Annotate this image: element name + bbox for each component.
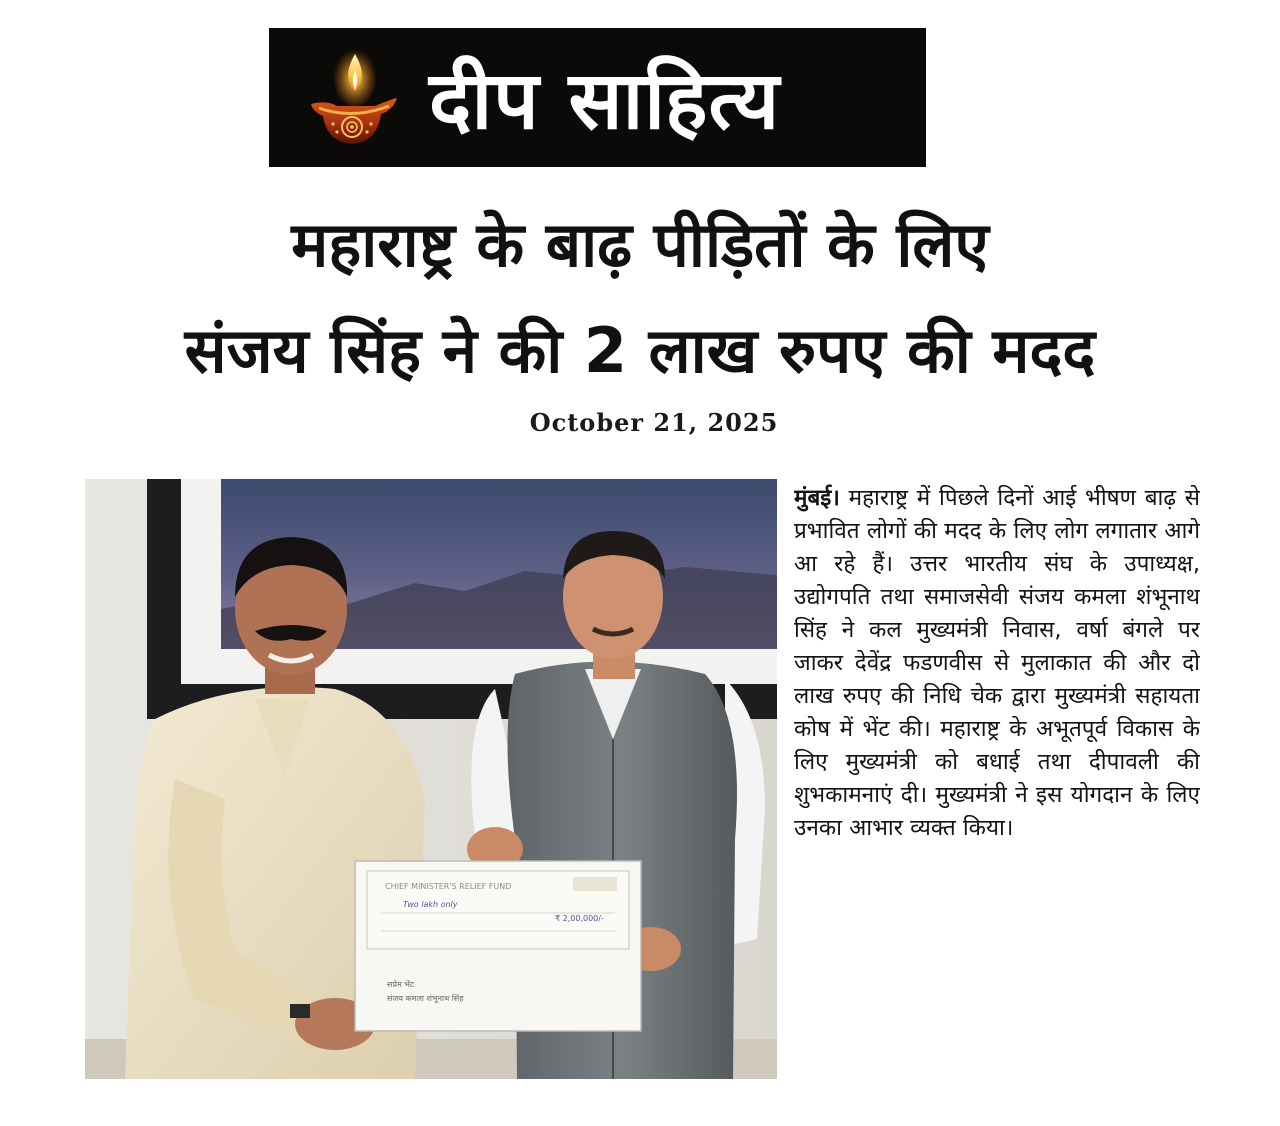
envelope-line-1: सप्रेम भेंट <box>387 980 414 989</box>
diya-lamp-icon <box>297 46 407 151</box>
envelope-line-2: संजय कमला शंभूनाथ सिंह <box>387 994 464 1003</box>
photo-illustration <box>85 479 777 1079</box>
cheque-card <box>355 861 641 1031</box>
article-text: महाराष्ट्र में पिछले दिनों आई भीषण बाढ़ से प्रभावित लोगों की मदद के लिए लोग लगातार आगे आ रहे हैं। उत्तर भारतीय संघ के उपाध्यक्ष, उद्योगपति तथा समाजसेवी संजय कमला शंभूनाथ सिंह ने कल मुख्यमंत्री निवास, वर्षा बंगले पर जाकर देवेंद्र फडणवीस से मुलाकात की और दो लाख रुपए की निधि चेक द्वारा मुख्यमंत्री सहायता कोष में भेंट की। महाराष्ट्र के अभूतपूर्व विकास के लिए मुख्यमंत्री को बधाई तथा दीपावली की शुभकामनाएं दी। मुख्यमंत्री ने इस योगदान के लिए उनका आभार व्यक्त किया। <box>794 485 1200 841</box>
publication-title: दीप साहित्य <box>429 54 781 147</box>
cheque-amount-words: Two lakh only <box>403 900 458 909</box>
news-photo <box>85 479 777 1079</box>
article-city: मुंबई। <box>794 485 840 511</box>
cheque-amount: ₹ 2,00,000/- <box>555 914 604 923</box>
article-body <box>794 482 1200 1094</box>
masthead <box>269 28 926 167</box>
headline-line-1: महाराष्ट्र के बाढ़ पीड़ितों के लिए <box>291 208 989 281</box>
cheque-header: CHIEF MINISTER'S RELIEF FUND <box>385 882 512 891</box>
headline-line-2: संजय सिंह ने की 2 लाख रुपए की मदद <box>184 314 1096 387</box>
headline <box>0 192 1280 404</box>
publish-date: October 21, 2025 <box>529 408 779 437</box>
